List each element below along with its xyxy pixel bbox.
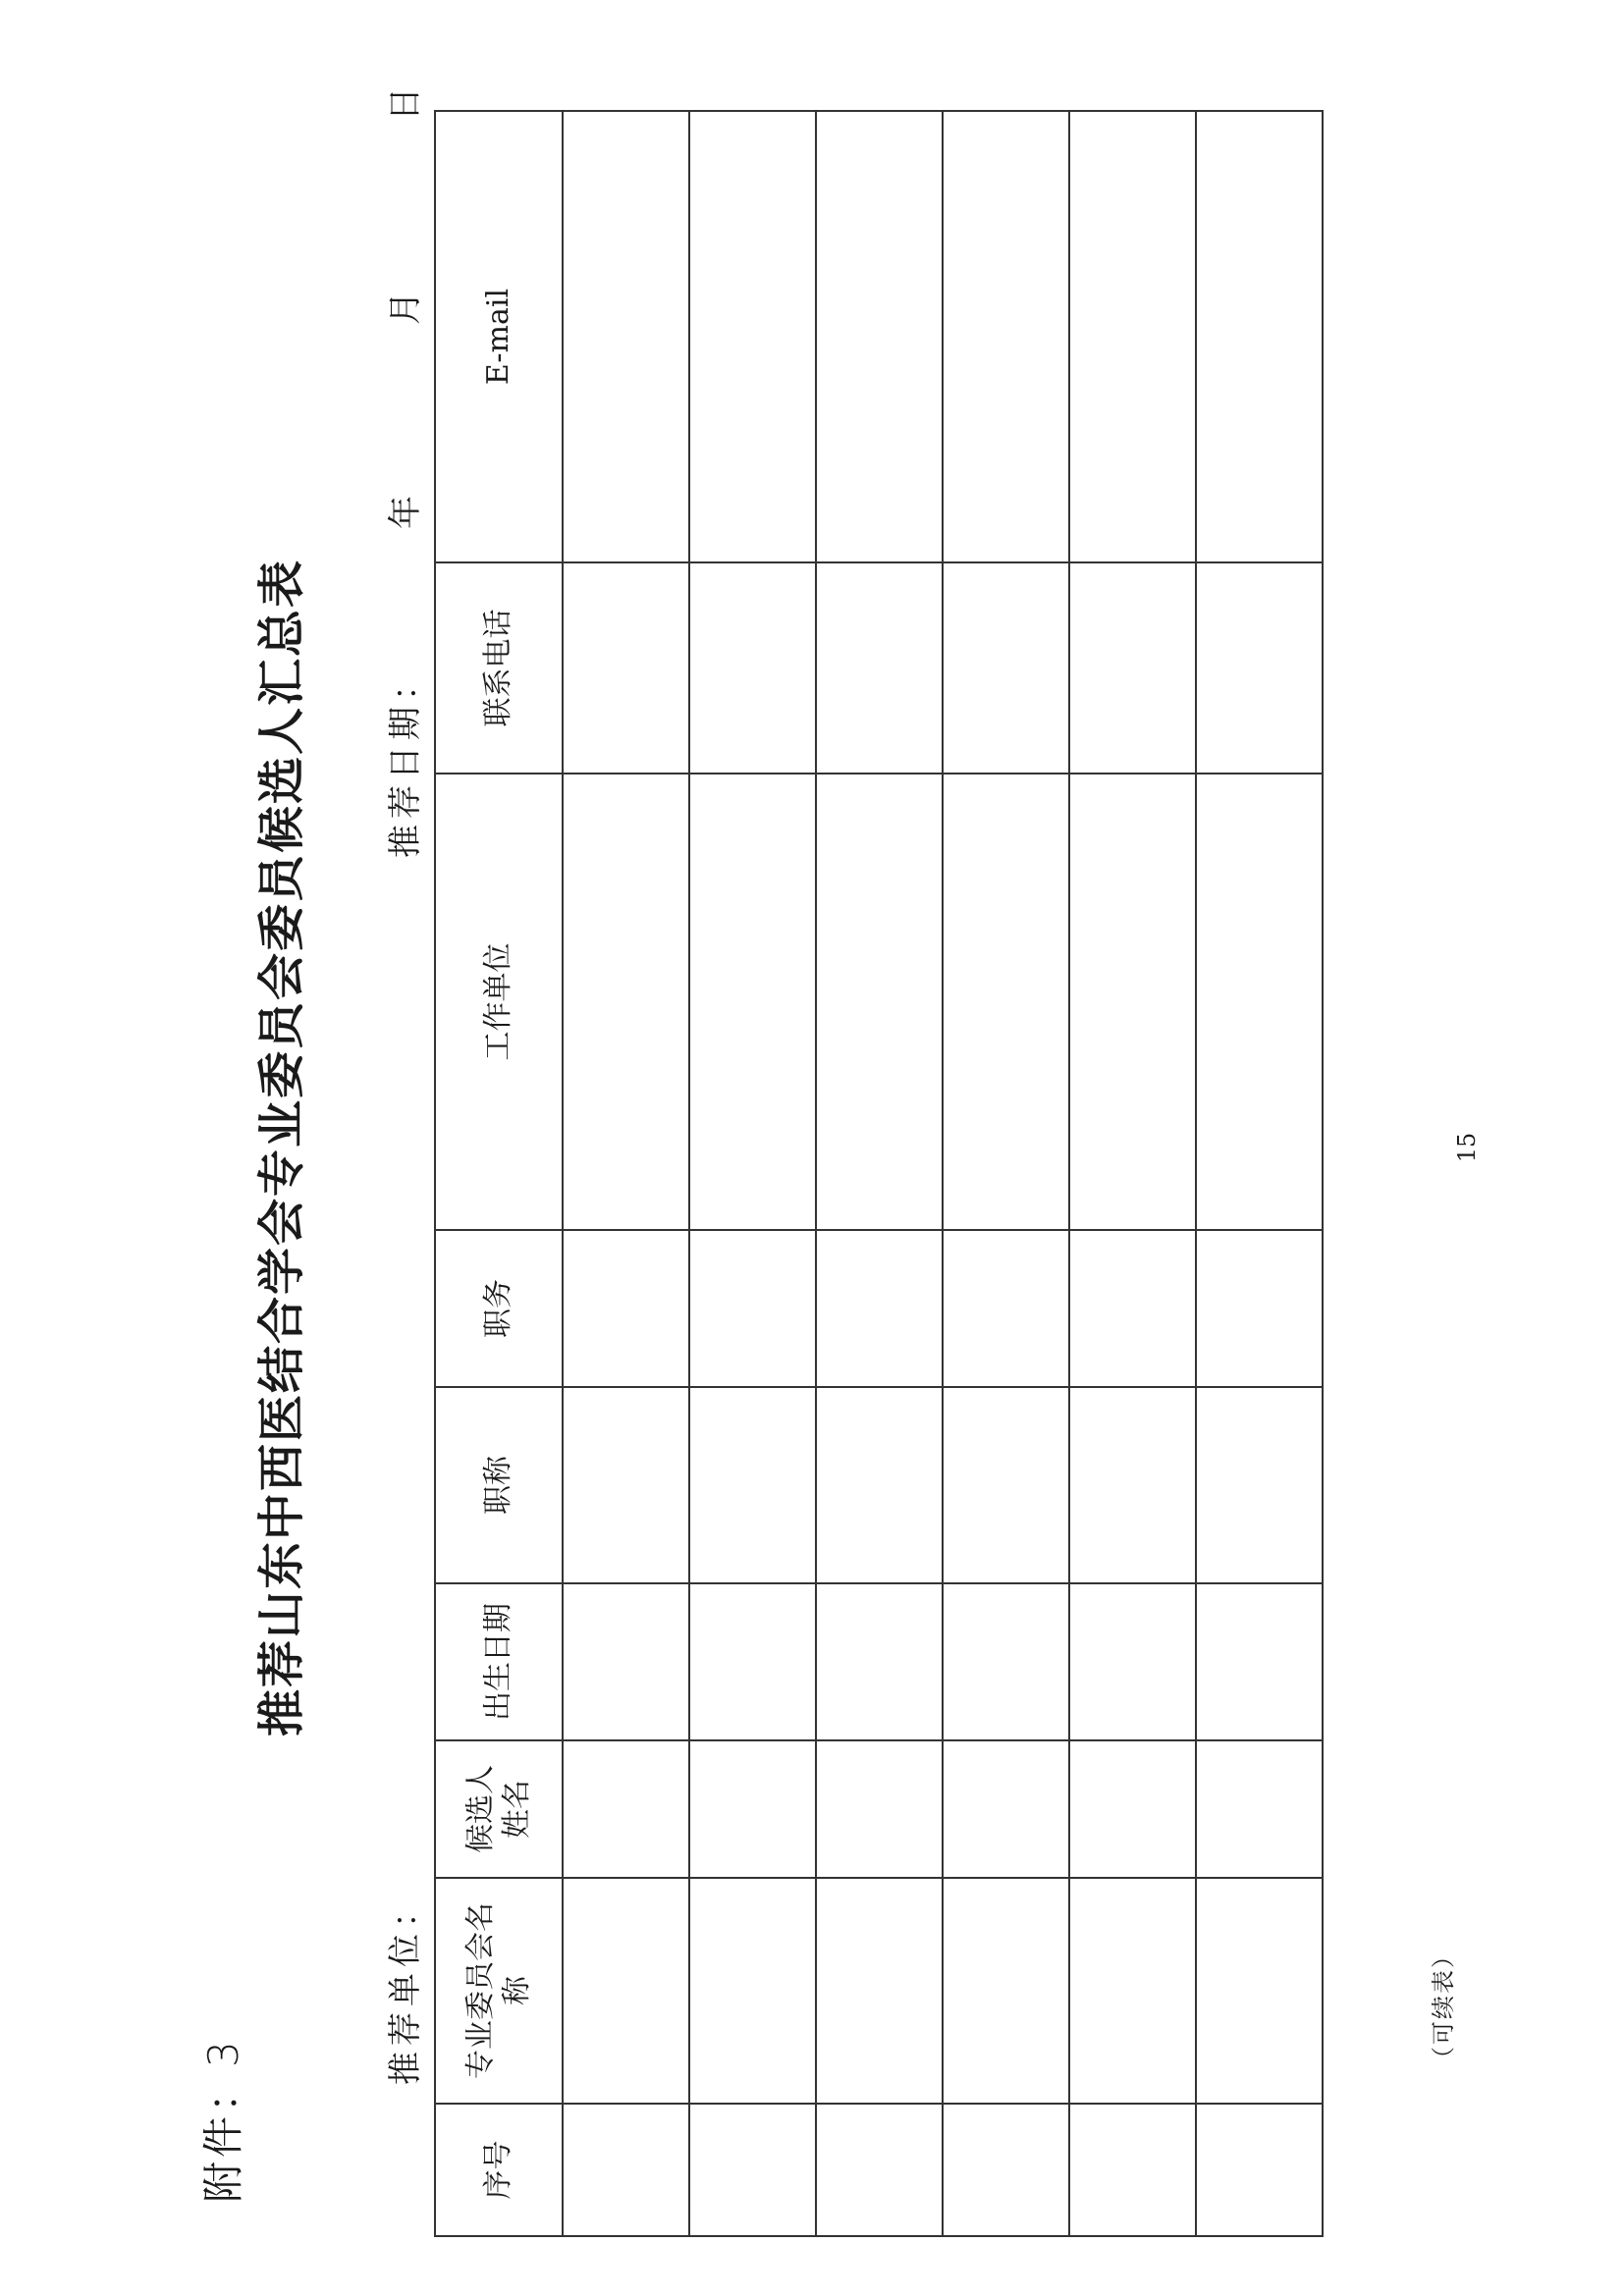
table-cell[interactable] [1196,1583,1323,1740]
recommending-unit-label: 推荐单位： [386,1889,425,2085]
table-cell[interactable] [816,1387,943,1583]
table-cell[interactable] [816,1583,943,1740]
page-title: 推荐山东中西医结合学会专业委员会委员候选人汇总表 [254,559,309,1737]
table-cell[interactable] [1069,111,1196,562]
column-header-professional-title: 职称 [435,1387,563,1583]
table-cell[interactable] [816,562,943,774]
column-header-candidate-name: 候选人姓名 [435,1740,563,1878]
date-year-label: 年 [386,496,425,529]
table-cell[interactable] [1069,1387,1196,1583]
table-cell[interactable] [1069,2104,1196,2236]
table-cell[interactable] [943,774,1069,1230]
column-header-position: 职务 [435,1230,563,1387]
table-cell[interactable] [563,111,689,562]
table-cell[interactable] [689,1878,816,2104]
table-cell[interactable] [1196,1878,1323,2104]
attachment-label: 附件：3 [199,2037,247,2203]
table-cell[interactable] [1069,1583,1196,1740]
table-cell[interactable] [563,774,689,1230]
table-cell[interactable] [1196,111,1323,562]
date-day-label: 日 [386,87,425,121]
table-cell[interactable] [563,1740,689,1878]
table-cell[interactable] [563,1230,689,1387]
table-cell[interactable] [943,1387,1069,1583]
table-row [563,111,689,2236]
table-cell[interactable] [943,1583,1069,1740]
table-cell[interactable] [943,1878,1069,2104]
table-cell[interactable] [689,1387,816,1583]
table-cell[interactable] [816,111,943,562]
column-header-index: 序号 [435,2104,563,2236]
page-number: 15 [1453,1132,1481,1163]
table-cell[interactable] [689,111,816,562]
table-cell[interactable] [816,1878,943,2104]
table-cell[interactable] [943,1740,1069,1878]
table-cell[interactable] [689,1230,816,1387]
date-parts [378,87,426,529]
table-header-row [435,111,563,2236]
table-cell[interactable] [563,1583,689,1740]
column-header-phone: 联系电话 [435,562,563,774]
table-cell[interactable] [563,562,689,774]
continue-note: （可续表） [1430,1943,1457,2070]
table-row [816,111,943,2236]
table-cell[interactable] [563,1387,689,1583]
table-cell[interactable] [816,774,943,1230]
table-row [1069,111,1196,2236]
table-cell[interactable] [1196,1387,1323,1583]
table-cell[interactable] [689,1740,816,1878]
column-header-birth-date: 出生日期 [435,1583,563,1740]
table-row [689,111,816,2236]
table-cell[interactable] [563,1878,689,2104]
table-cell[interactable] [689,562,816,774]
table-cell[interactable] [1196,2104,1323,2236]
table-cell[interactable] [563,2104,689,2236]
table-row [943,111,1069,2236]
date-month-label: 月 [386,292,425,325]
table-cell[interactable] [1069,1878,1196,2104]
table-cell[interactable] [689,774,816,1230]
table-cell[interactable] [943,2104,1069,2236]
table-cell[interactable] [1196,1230,1323,1387]
table-cell[interactable] [689,1583,816,1740]
table-cell[interactable] [816,2104,943,2236]
recommend-date-label: 推荐日期： [386,662,425,858]
table-cell[interactable] [816,1740,943,1878]
table-cell[interactable] [1196,774,1323,1230]
candidate-summary-table [434,110,1324,2237]
table-cell[interactable] [1196,562,1323,774]
table-cell[interactable] [816,1230,943,1387]
table-cell[interactable] [1069,1740,1196,1878]
table-row [1196,111,1323,2236]
table-cell[interactable] [1069,1230,1196,1387]
table-cell[interactable] [1069,774,1196,1230]
table-cell[interactable] [943,111,1069,562]
column-header-email: E-mail [435,111,563,562]
column-header-work-unit: 工作单位 [435,774,563,1230]
table-cell[interactable] [1069,562,1196,774]
table-cell[interactable] [1196,1740,1323,1878]
table-cell[interactable] [943,562,1069,774]
table-cell[interactable] [689,2104,816,2236]
column-header-committee-name: 专业委员会名称 [435,1878,563,2104]
table-cell[interactable] [943,1230,1069,1387]
